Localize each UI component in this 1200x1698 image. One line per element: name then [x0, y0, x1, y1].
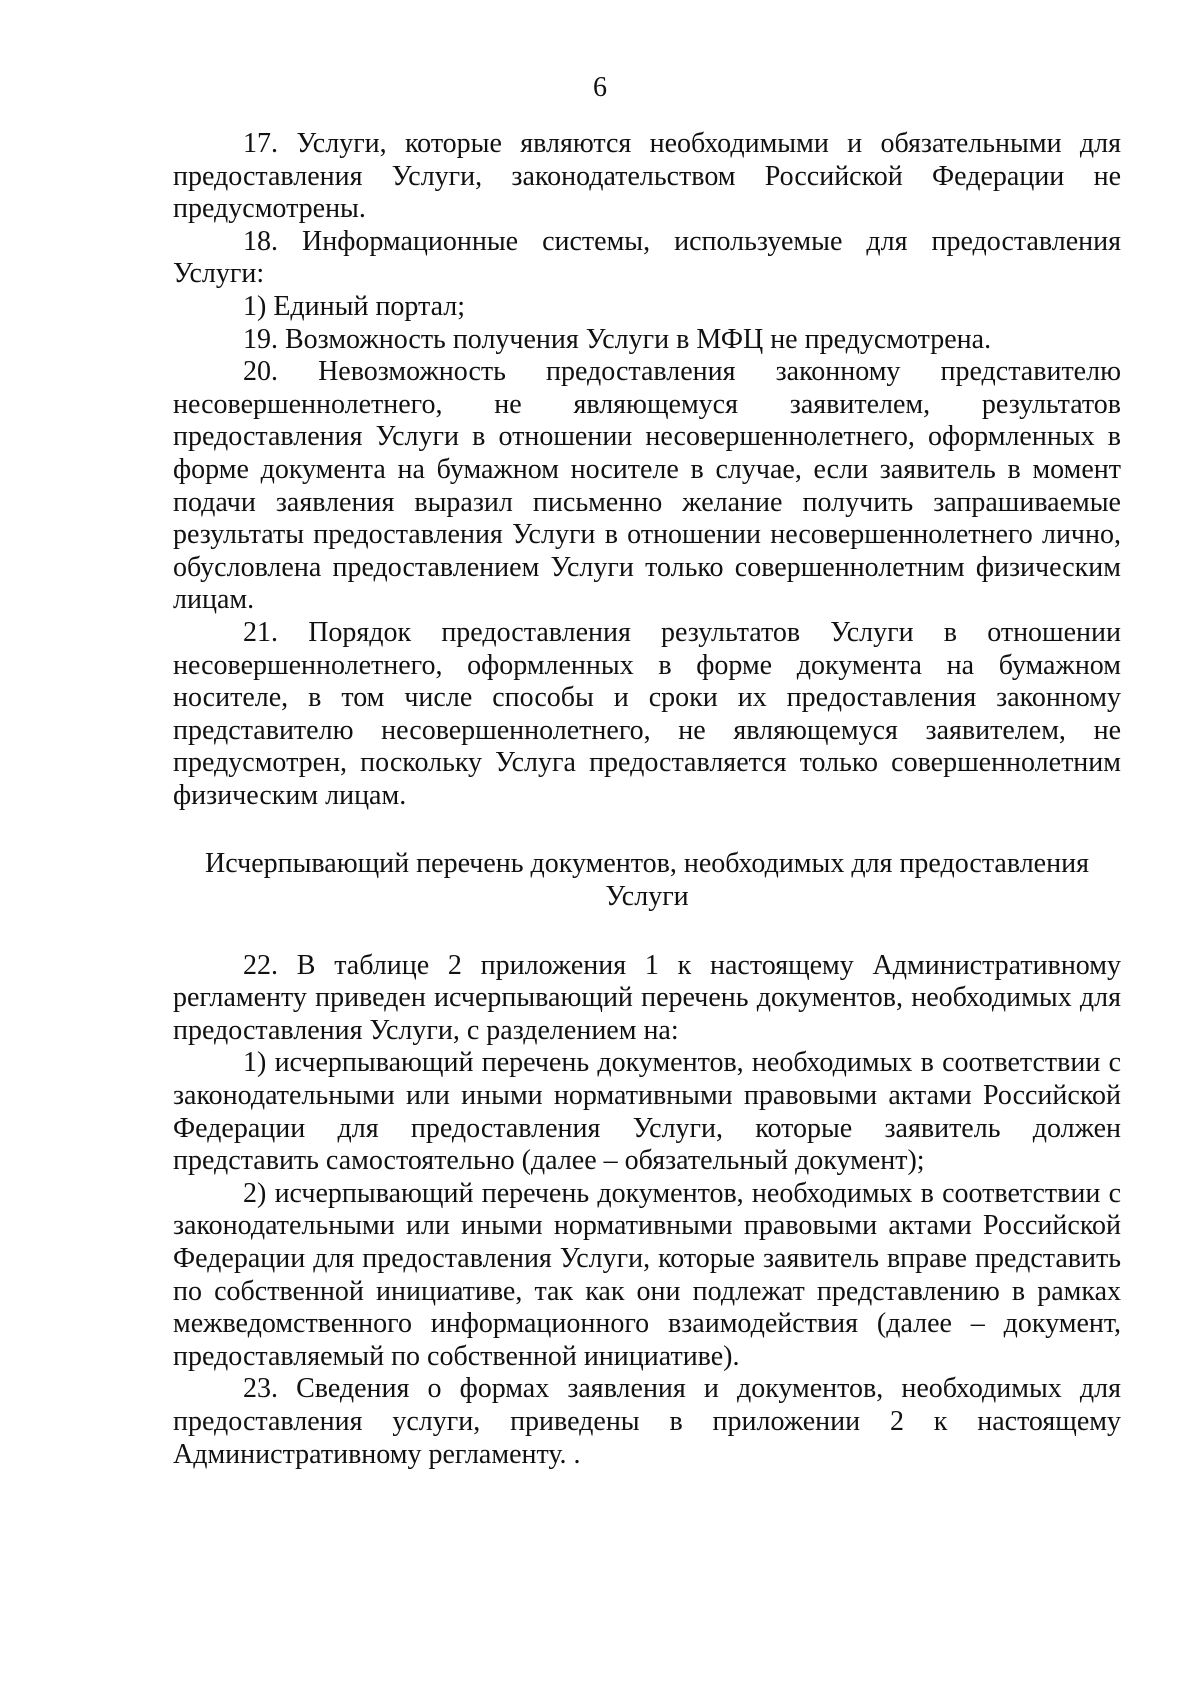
section-heading: Исчерпывающий перечень документов, необходимых для предоставления Услуги: [205, 848, 1089, 913]
page-number: 6: [593, 72, 607, 103]
paragraph-23: 23. Сведения о формах заявления и документов, необходимых для предоставления услуги, приведены в приложении 2 к настоящему Административному регламенту. .: [173, 1373, 1121, 1470]
list-item-1-single-portal: 1) Единый портал;: [243, 290, 466, 322]
list-item-2-optional-documents: 2) исчерпывающий перечень документов, необходимых в соответствии с законодательными или иными нормативными правовыми актами Российской Федерации для предоставления Услуги, которые заявитель вправе представить по собственной инициативе, так как они подлежат представлению в рамках межведомственного информационного взаимодействия (далее – документ, предоставляемый по собственной инициативе).: [173, 1177, 1121, 1372]
paragraph-22: 22. В таблице 2 приложения 1 к настоящему Административному регламенту приведен исчерпывающий перечень документов, необходимых для предоставления Услуги, с разделением на:: [173, 949, 1121, 1046]
paragraph-20: 20. Невозможность предоставления законному представителю несовершеннолетнего, не являющемуся заявителем, результатов предоставления Услуги в отношении несовершеннолетнего, оформленных в форме документа на бумажном носителе в случае, если заявитель в момент подачи заявления выразил письменно желание получить запрашиваемые результаты предоставления Услуги в отношении несовершеннолетнего лично, обусловлена предоставлением Услуги только совершеннолетним физическим лицам.: [173, 356, 1121, 616]
document-body: [173, 128, 1121, 1471]
paragraph-19: 19. Возможность получения Услуги в МФЦ не предусмотрена.: [243, 323, 992, 355]
paragraph-17: 17. Услуги, которые являются необходимыми и обязательными для предоставления Услуги, законодательством Российской Федерации не предусмотрены.: [173, 128, 1121, 225]
paragraph-21: 21. Порядок предоставления результатов Услуги в отношении несовершеннолетнего, оформленных в форме документа на бумажном носителе, в том числе способы и сроки их предоставления законному представителю несовершеннолетнего, не являющемуся заявителем, не предусмотрен, поскольку Услуга предоставляется только совершеннолетним физическим лицам.: [173, 616, 1121, 811]
section-spacer: [173, 914, 1121, 950]
list-item-1-mandatory-documents: 1) исчерпывающий перечень документов, необходимых в соответствии с законодательными или иными нормативными правовыми актами Российской Федерации для предоставления Услуги, которые заявитель должен представить самостоятельно (далее – обязательный документ);: [173, 1047, 1121, 1177]
paragraph-18: 18. Информационные системы, используемые для предоставления Услуги:: [173, 225, 1121, 290]
